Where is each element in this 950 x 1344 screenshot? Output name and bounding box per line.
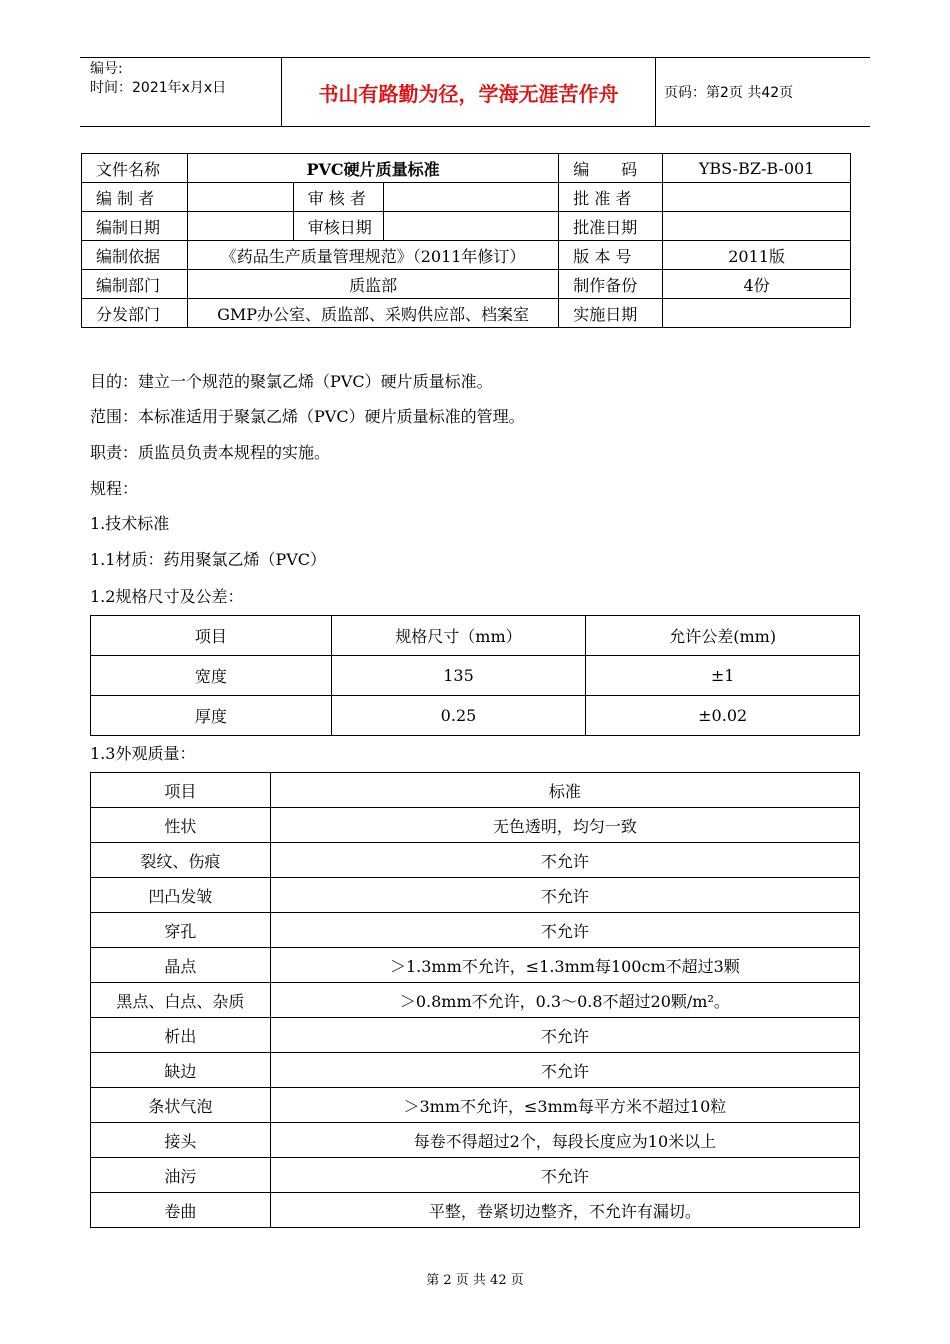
cell: 油污	[91, 1158, 271, 1193]
cell: 接头	[91, 1123, 271, 1158]
impl-date-field	[663, 299, 851, 328]
material-text: 1.1材质：药用聚氯乙烯（PVC）	[90, 550, 327, 569]
duty-text: 职责：质监员负责本规程的实施。	[90, 443, 331, 462]
cell: 编制依据	[82, 241, 188, 270]
header-meta	[90, 60, 280, 98]
table-header-row	[91, 773, 860, 808]
review-date-field	[383, 212, 559, 241]
dist-value: GMP办公室、质监部、采购供应部、档案室	[187, 299, 558, 328]
reviewer-field	[383, 183, 559, 212]
table-row	[91, 656, 860, 696]
table-row	[91, 808, 860, 843]
cell: 审核日期	[293, 212, 383, 241]
cell: 批准日期	[559, 212, 663, 241]
page-indicator: 页码：第2页 共42页	[664, 85, 794, 101]
table-row	[91, 948, 860, 983]
table-row	[91, 1018, 860, 1053]
table-row	[91, 1193, 860, 1228]
cell: 编制日期	[82, 212, 188, 241]
cell: 黑点、白点、杂质	[91, 983, 271, 1018]
cell: 审 核 者	[293, 183, 383, 212]
table-row	[82, 270, 851, 299]
cell: 性状	[91, 808, 271, 843]
document-info-table	[81, 153, 851, 328]
cell: ＞3mm不允许，≤3mm每平方米不超过10粒	[270, 1088, 859, 1123]
cell: 不允许	[270, 913, 859, 948]
cell: 穿孔	[91, 913, 271, 948]
approve-date-field	[663, 212, 851, 241]
cell: 版 本 号	[559, 241, 663, 270]
cell: 编 制 者	[82, 183, 188, 212]
author-date-field	[187, 212, 293, 241]
table-row	[82, 299, 851, 328]
cell: 每卷不得超过2个，每段长度应为10米以上	[270, 1123, 859, 1158]
procedure-heading: 规程：	[90, 479, 139, 498]
table-row	[91, 913, 860, 948]
appearance-table	[90, 772, 860, 1228]
section-heading: 1.技术标准	[90, 514, 170, 533]
cell: 分发部门	[82, 299, 188, 328]
page-footer: 第 2 页 共 42 页	[426, 1273, 524, 1288]
column-header: 允许公差(mm)	[586, 616, 860, 656]
table-row	[82, 154, 851, 183]
time-label: 时间：2021年x月x日	[90, 80, 227, 96]
table-row	[91, 696, 860, 736]
column-header: 项目	[91, 616, 332, 656]
cell: 条状气泡	[91, 1088, 271, 1123]
cell: 平整，卷紧切边整齐，不允许有漏切。	[270, 1193, 859, 1228]
cell: 厚度	[91, 696, 332, 736]
column-header: 标准	[270, 773, 859, 808]
cell: 晶点	[91, 948, 271, 983]
cell: 不允许	[270, 878, 859, 913]
table-row	[91, 1053, 860, 1088]
version-value: 2011版	[663, 241, 851, 270]
table-row	[91, 983, 860, 1018]
cell: ±1	[586, 656, 860, 696]
cell: 实施日期	[559, 299, 663, 328]
cell: ±0.02	[586, 696, 860, 736]
cell: 析出	[91, 1018, 271, 1053]
cell: ＞1.3mm不允许，≤1.3mm每100cm不超过3颗	[270, 948, 859, 983]
table-header-row	[91, 616, 860, 656]
cell: 不允许	[270, 1053, 859, 1088]
cell: 不允许	[270, 843, 859, 878]
cell: ＞0.8mm不允许，0.3～0.8不超过20颗/m²。	[270, 983, 859, 1018]
spec-table	[90, 615, 860, 736]
cell: 编制部门	[82, 270, 188, 299]
column-header: 规格尺寸（mm）	[331, 616, 586, 656]
basis-value: 《药品生产质量管理规范》（2011年修订）	[187, 241, 558, 270]
dept-value: 质监部	[187, 270, 558, 299]
motto: 书山有路勤为径，学海无涯苦作舟	[281, 58, 656, 126]
table-row	[91, 1158, 860, 1193]
cell: 凹凸发皱	[91, 878, 271, 913]
cell: 宽度	[91, 656, 332, 696]
table-row	[91, 878, 860, 913]
cell: 无色透明，均匀一致	[270, 808, 859, 843]
cell: 裂纹、伤痕	[91, 843, 271, 878]
purpose-text: 目的：建立一个规范的聚氯乙烯（PVC）硬片质量标准。	[90, 372, 493, 391]
table-row	[91, 1088, 860, 1123]
table-row	[82, 212, 851, 241]
table-row	[91, 1123, 860, 1158]
doc-title: PVC硬片质量标准	[187, 154, 558, 183]
table-row	[91, 843, 860, 878]
cell: 不允许	[270, 1018, 859, 1053]
cell: 批 准 者	[559, 183, 663, 212]
spec-heading: 1.2规格尺寸及公差：	[90, 587, 244, 606]
scope-text: 范围：本标准适用于聚氯乙烯（PVC）硬片质量标准的管理。	[90, 407, 525, 426]
number-label: 编号:	[90, 61, 123, 77]
cell: 不允许	[270, 1158, 859, 1193]
cell: 0.25	[331, 696, 586, 736]
cell: 135	[331, 656, 586, 696]
author-field	[187, 183, 293, 212]
copies-value: 4份	[663, 270, 851, 299]
column-header: 项目	[91, 773, 271, 808]
table-row	[82, 241, 851, 270]
cell: 卷曲	[91, 1193, 271, 1228]
cell: 文件名称	[82, 154, 188, 183]
approver-field	[663, 183, 851, 212]
page-header	[80, 57, 870, 127]
cell: 制作备份	[559, 270, 663, 299]
cell: 缺边	[91, 1053, 271, 1088]
table-row	[82, 183, 851, 212]
doc-code: YBS-BZ-B-001	[663, 154, 851, 183]
appearance-heading: 1.3外观质量：	[90, 744, 196, 763]
cell: 编 码	[559, 154, 663, 183]
